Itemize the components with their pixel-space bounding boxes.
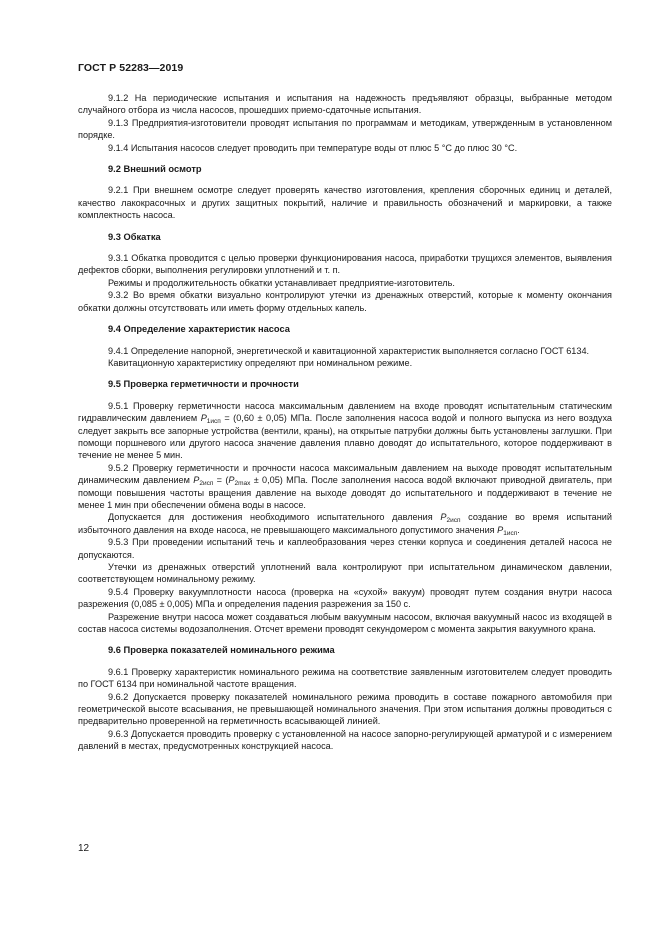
paragraph-9-1-2: 9.1.2 На периодические испытания и испытания на надежность предъявляют образцы, выбранные методом случайного отбора из числа насосов, прошедших приемо-сдаточные испытания. [78,93,612,116]
text: создание во время испытаний избыточного давления на входе насоса, не превышающего максимального допустимого значения [78,512,612,535]
paragraph-9-5-4: 9.5.4 Проверку вакуумплотности насоса (проверка на «сухой» вакуум) проводят путем создания внутри насоса разрежения (0,085 ± 0,005) МПа и определения падения разрежения за 150 с. [78,586,612,610]
paragraph-9-2-1: 9.2.1 При внешнем осмотре следует проверять качество изготовления, крепления сборочных единиц и деталей, качество лакокрасочных и других защитных покрытий, наличие и правильность обозначений и маркировки, а также комплектность насоса. [78,185,612,221]
paragraph-9-6-1: 9.6.1 Проверку характеристик номинального режима на соответствие заявленным изготовителем следует проводить по ГОСТ 6134 при номинальной частоте вращения. [78,666,612,690]
paragraph-9-5-3-leaks: Утечки из дренажных отверстий уплотнений вала контролируют при испытательном динамическом давлении, соответствующем номинальному режиму. [78,562,612,585]
paragraph-9-5-2-allowed [78,511,612,536]
paragraph-9-4-1: 9.4.1 Определение напорной, энергетической и кавитационной характеристик выполняется согласно ГОСТ 6134. [108,345,590,356]
paragraph-9-1-3: 9.1.3 Предприятия-изготовители проводят испытания по программам и методикам, утвержденным в установленном порядке. [78,117,612,141]
paragraph-9-3-1-modes: Режимы и продолжительность обкатки устанавливает предприятие-изготовитель. [108,277,455,288]
symbol-p: P [228,475,235,486]
symbol-p: P [440,512,447,523]
paragraph-9-6-2: 9.6.2 Допускается проверку показателей номинального режима проводить в составе пожарного автомобиля при геометрической высоте всасывания, не превышающей номинального значения. При этом испытания должны проводиться с предварительно проверенной на герметичность всасывающей линией. [78,691,612,727]
document-header: ГОСТ Р 52283—2019 [78,62,184,74]
text: . [517,524,520,535]
paragraph-9-5-4-vacuum: Разрежение внутри насоса может создаваться любым вакуумным насосом, включая вакуумный насос из входящей в состав насоса системы водозаполнения. Отсчет времени проводят секундомером с момента закрытия вакуумного крана. [78,611,612,635]
subscript: 1исп [206,418,221,426]
paragraph-9-5-2 [78,462,612,512]
paragraph-9-1-4: 9.1.4 Испытания насосов следует проводить при температуре воды от плюс 5 °С до плюс 30 °С. [108,142,518,153]
text: Допускается для достижения необходимого испытательного давления [108,512,441,523]
section-heading-9-3: 9.3 Обкатка [108,231,161,242]
subscript: 2исп [199,480,214,488]
text: = (0,60 ± 0,05) МПа. После заполнения насоса водой и полного выпуска из него воздуха следует закрыть все запорные устройства (вентили, краны), на открытые патрубки должны быть установлены заглушки. При помощи поршневого или другого насоса значение давления плавно доводят до испытательного, которое поддерживают в течение не менее 5 мин. [78,413,612,461]
section-heading-9-2: 9.2 Внешний осмотр [108,164,202,175]
text: 9.5.1 Проверку герметичности насоса максимальным давлением на входе проводят испытательным статическим гидравлическим давлением [78,400,612,424]
subscript: 2max [234,480,251,488]
page-number: 12 [78,843,90,854]
paragraph-9-5-3: 9.5.3 При проведении испытаний течь и каплеобразования через стенки корпуса и соединения деталей насоса не допускаются. [78,537,612,560]
section-heading-9-5: 9.5 Проверка герметичности и прочности [108,379,299,390]
paragraph-9-5-1 [78,400,612,462]
text: 9.5.2 Проверку герметичности и прочности насоса максимальным давлением на выходе проводят испытательным динамическим давлением [78,462,612,486]
document-body [78,92,612,753]
text: = ( [213,475,229,486]
section-heading-9-6: 9.6 Проверка показателей номинального режима [108,645,335,656]
text: ± 0,05) МПа. После заполнения насоса водой включают приводной двигатель, при помощи повышения частоты вращения давление на выходе доводят до испытательного и поддерживают в течение не менее 1 мин при обеспечении обмена воды в насосе. [78,475,612,510]
symbol-p: P [497,524,504,535]
section-heading-9-4: 9.4 Определение характеристик насоса [108,324,290,335]
paragraph-9-4-1-cavitation: Кавитационную характеристику определяют при номинальном режиме. [108,357,413,368]
paragraph-9-3-1: 9.3.1 Обкатка проводится с целью проверки функционирования насоса, приработки трущихся элементов, выявления дефектов сборки, выполнения регулировки уплотнений и т. п. [78,253,612,276]
paragraph-9-6-3: 9.6.3 Допускается проводить проверку с установленной на насосе запорно-регулирующей арматурой и с измерением давлений в местах, предусмотренных конструкцией насоса. [78,728,612,752]
paragraph-9-3-2: 9.3.2 Во время обкатки визуально контролируют утечки из дренажных отверстий, которые к моменту окончания обкатки должны отсутствовать или иметь форму отдельных капель. [78,290,612,313]
subscript: 1исп [503,529,518,537]
symbol-p: P [200,413,207,424]
symbol-p: P [193,475,200,486]
subscript: 2исп [446,517,461,525]
